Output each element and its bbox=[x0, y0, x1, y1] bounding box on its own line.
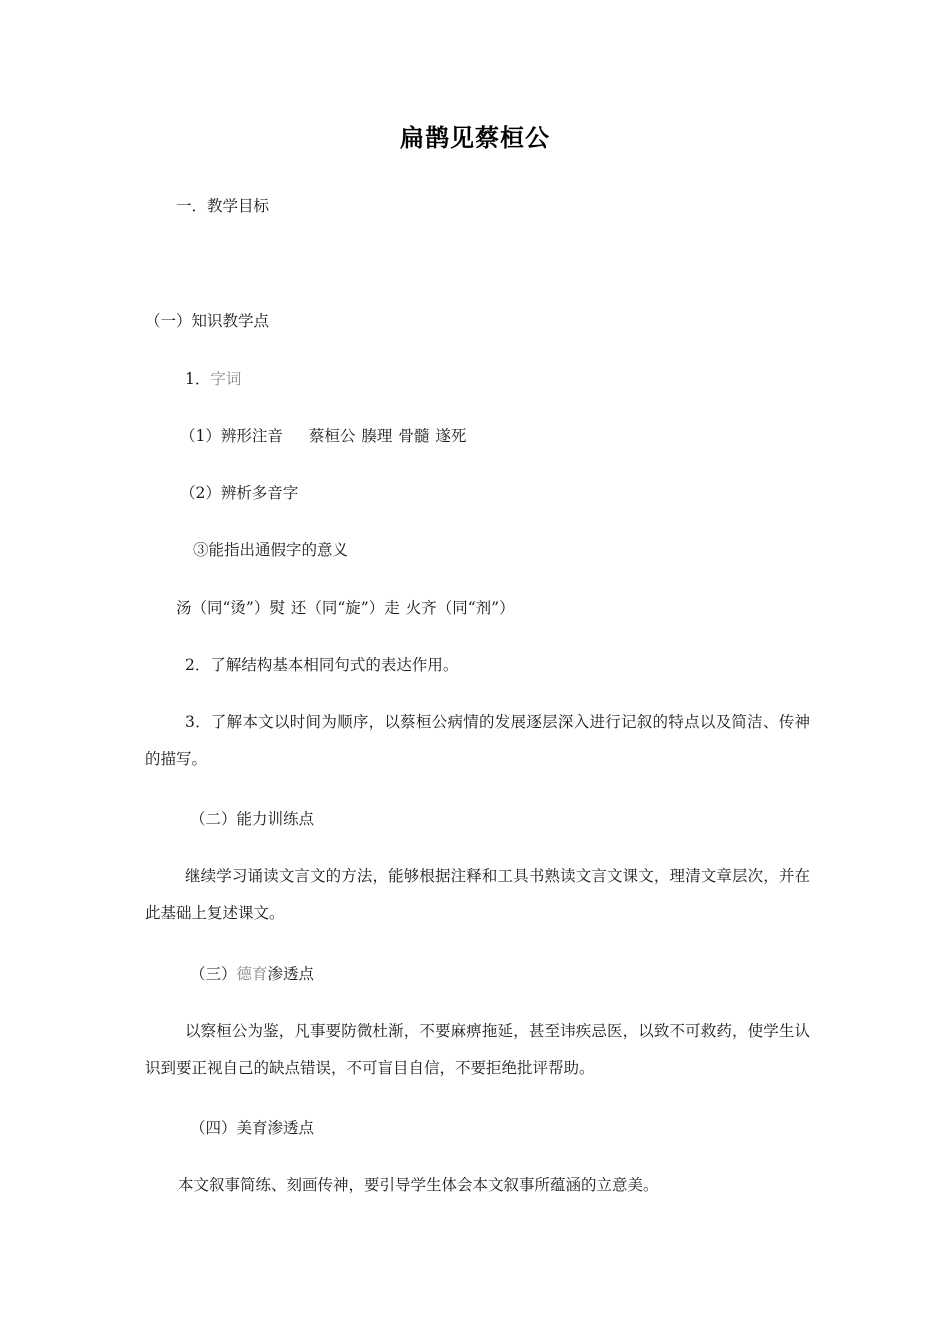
subsection-heading-moral bbox=[190, 962, 314, 986]
moral-heading-keyword: 德育 bbox=[236, 965, 268, 983]
subsection-heading-knowledge: （一）知识教学点 bbox=[145, 312, 270, 330]
tongjia-examples bbox=[176, 596, 515, 620]
word-3: 骨髓 bbox=[398, 427, 430, 445]
ability-paragraph: 继续学习诵读文言文的方法，能够根据注释和工具书熟读文言文课文，理清文章层次，并在此基础上复述课文。 bbox=[145, 867, 810, 922]
item-1-2-polyphonic: （2）辨析多音字 bbox=[180, 484, 299, 502]
moral-heading-prefix: （三） bbox=[190, 965, 237, 983]
aesthetic-paragraph: 本文叙事简练、刻画传神，要引导学生体会本文叙事所蕴涵的立意美。 bbox=[178, 1176, 659, 1194]
item-1-1-pronunciation bbox=[180, 424, 466, 448]
item-1-3-tongjia: ③能指出通假字的意义 bbox=[193, 541, 349, 559]
tongjia-1: 汤（同“烫”）熨 bbox=[176, 599, 285, 617]
tongjia-2: 还（同“旋”）走 bbox=[290, 599, 400, 617]
word-1: 蔡桓公 bbox=[308, 427, 356, 445]
item-2: 2．了解结构基本相同句式的表达作用。 bbox=[185, 656, 459, 674]
moral-paragraph: 以察桓公为鉴，凡事要防微杜渐，不要麻痹拖延，甚至讳疾忌医，以致不可救药，使学生认识到要正视自己的缺点错误，不可盲目自信，不要拒绝批评帮助。 bbox=[145, 1022, 810, 1077]
word-2: 腠理 bbox=[361, 427, 393, 445]
page-title: 扁鹊见蔡桓公 bbox=[400, 123, 550, 152]
item-1-1-label: （1）辨形注音 bbox=[180, 427, 283, 445]
subsection-heading-ability: （二）能力训练点 bbox=[190, 810, 315, 828]
item-1-text: 字词 bbox=[210, 370, 242, 388]
tongjia-3: 火齐（同“剂”） bbox=[405, 599, 515, 617]
item-1-vocabulary bbox=[185, 367, 241, 391]
item-3: 3．了解本文以时间为顺序，以蔡桓公病情的发展逐层深入进行记叙的特点以及简洁、传神的描写。 bbox=[145, 713, 810, 768]
item-1-label: 1． bbox=[185, 370, 211, 388]
subsection-heading-aesthetic: （四）美育渗透点 bbox=[190, 1119, 315, 1137]
moral-heading-suffix: 渗透点 bbox=[267, 965, 315, 983]
section-heading-teaching-goals: 一．教学目标 bbox=[176, 197, 270, 215]
word-4: 遂死 bbox=[435, 427, 467, 445]
